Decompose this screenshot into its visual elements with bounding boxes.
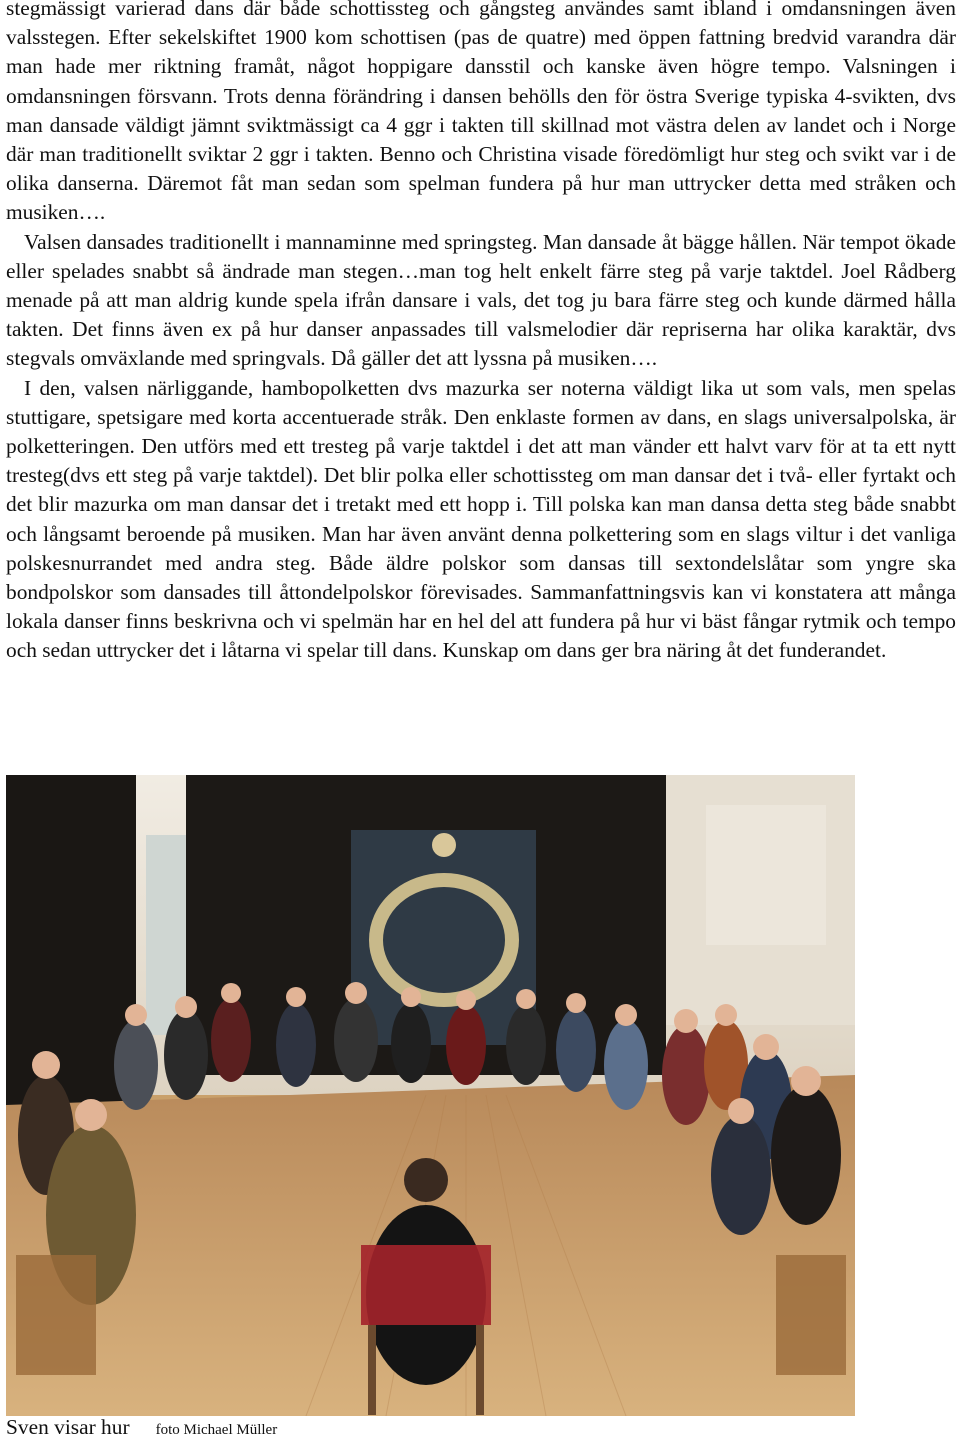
body-text: [6, 0, 956, 666]
paragraph-dance-history: stegmässigt varierad dans där både schottissteg och gångsteg användes samt ibland i omdansningen även valsstegen. Efter sekelskiftet 1900 kom schottisen (pas de quatre) med öppen fattning bredvid varandra där man hade mer riktning framåt, något hoppigare dansstil och kanske även högre tempo. Valsningen i omdansningen försvann. Trots denna förändring i dansen behölls den för östra Sverige typiska 4-svikten, dvs man dansade väldigt jämnt sviktmässigt ca 4 ggr i takten till skillnad mot västra delen av landet och i Norge där man traditionellt sviktar 2 ggr i takten. Benno och Christina visade föredömligt hur steg och svikt var i de olika danserna. Däremot fåt man sedan som spelman fundera på hur man uttrycker detta med stråken och musiken….: [6, 0, 956, 225]
photo-caption: [6, 1416, 277, 1439]
paragraph-waltz: Valsen dansades traditionellt i mannaminne med springsteg. Man dansade åt bägge hållen. När tempot ökade eller spelades snabbt så ändrade man stegen…man tog helt enkelt färre steg på varje taktdel. Joel Rådberg menade på att man aldrig kunde spela ifrån dansare i vals, det tog ju bara färre steg och kunde därmed hålla takten. Det finns även ex på hur danser anpassades till valsmelodier där repriserna har olika karaktär, dvs stegvals omväxlande med springvals. Då gäller det att lyssna på musiken….: [6, 229, 956, 371]
paragraph-mazurka-polka: I den, valsen närliggande, hambopolketten dvs mazurka ser noterna väldigt lika ut som vals, men spelas stuttigare, spetsigare med korta accentuerade stråk. Den enklaste formen av dans, en slags universalpolska, är polketteringen. Den utförs med ett tresteg på varje taktdel i det att man vänder ett halvt varv för at ta ett nytt tresteg(dvs ett steg på varje taktdel). Det blir polka eller schottissteg om man dansar det i två- eller fyrtakt och det blir mazurka om man dansar det i tretakt med ett hopp i. Till polska kan man dansa detta steg både snabbt och långsamt beroende på musiken. Man har även använt denna polkettering som en slags viltur i det vanliga polskesnurrandet med andra steg. Både äldre polskor som dansas till sextondelslåtar som yngre ska bondpolskor som dansades till åttondelpolskor förevisades. Sammanfattningsvis kan vi konstatera att många lokala danser finns beskrivna och vi spelmän har en hel del att fundera på hur vi bäst fångar rytmik och tempo och sedan uttrycker det i låtarna vi spelar till dans. Kunskap om dans ger bra näring åt det funderandet.: [6, 375, 956, 663]
photo-credit: foto Michael Müller: [155, 1422, 278, 1438]
photo-fiddlers-circle: [6, 775, 855, 1416]
caption-text: Sven visar hur: [6, 1415, 130, 1439]
